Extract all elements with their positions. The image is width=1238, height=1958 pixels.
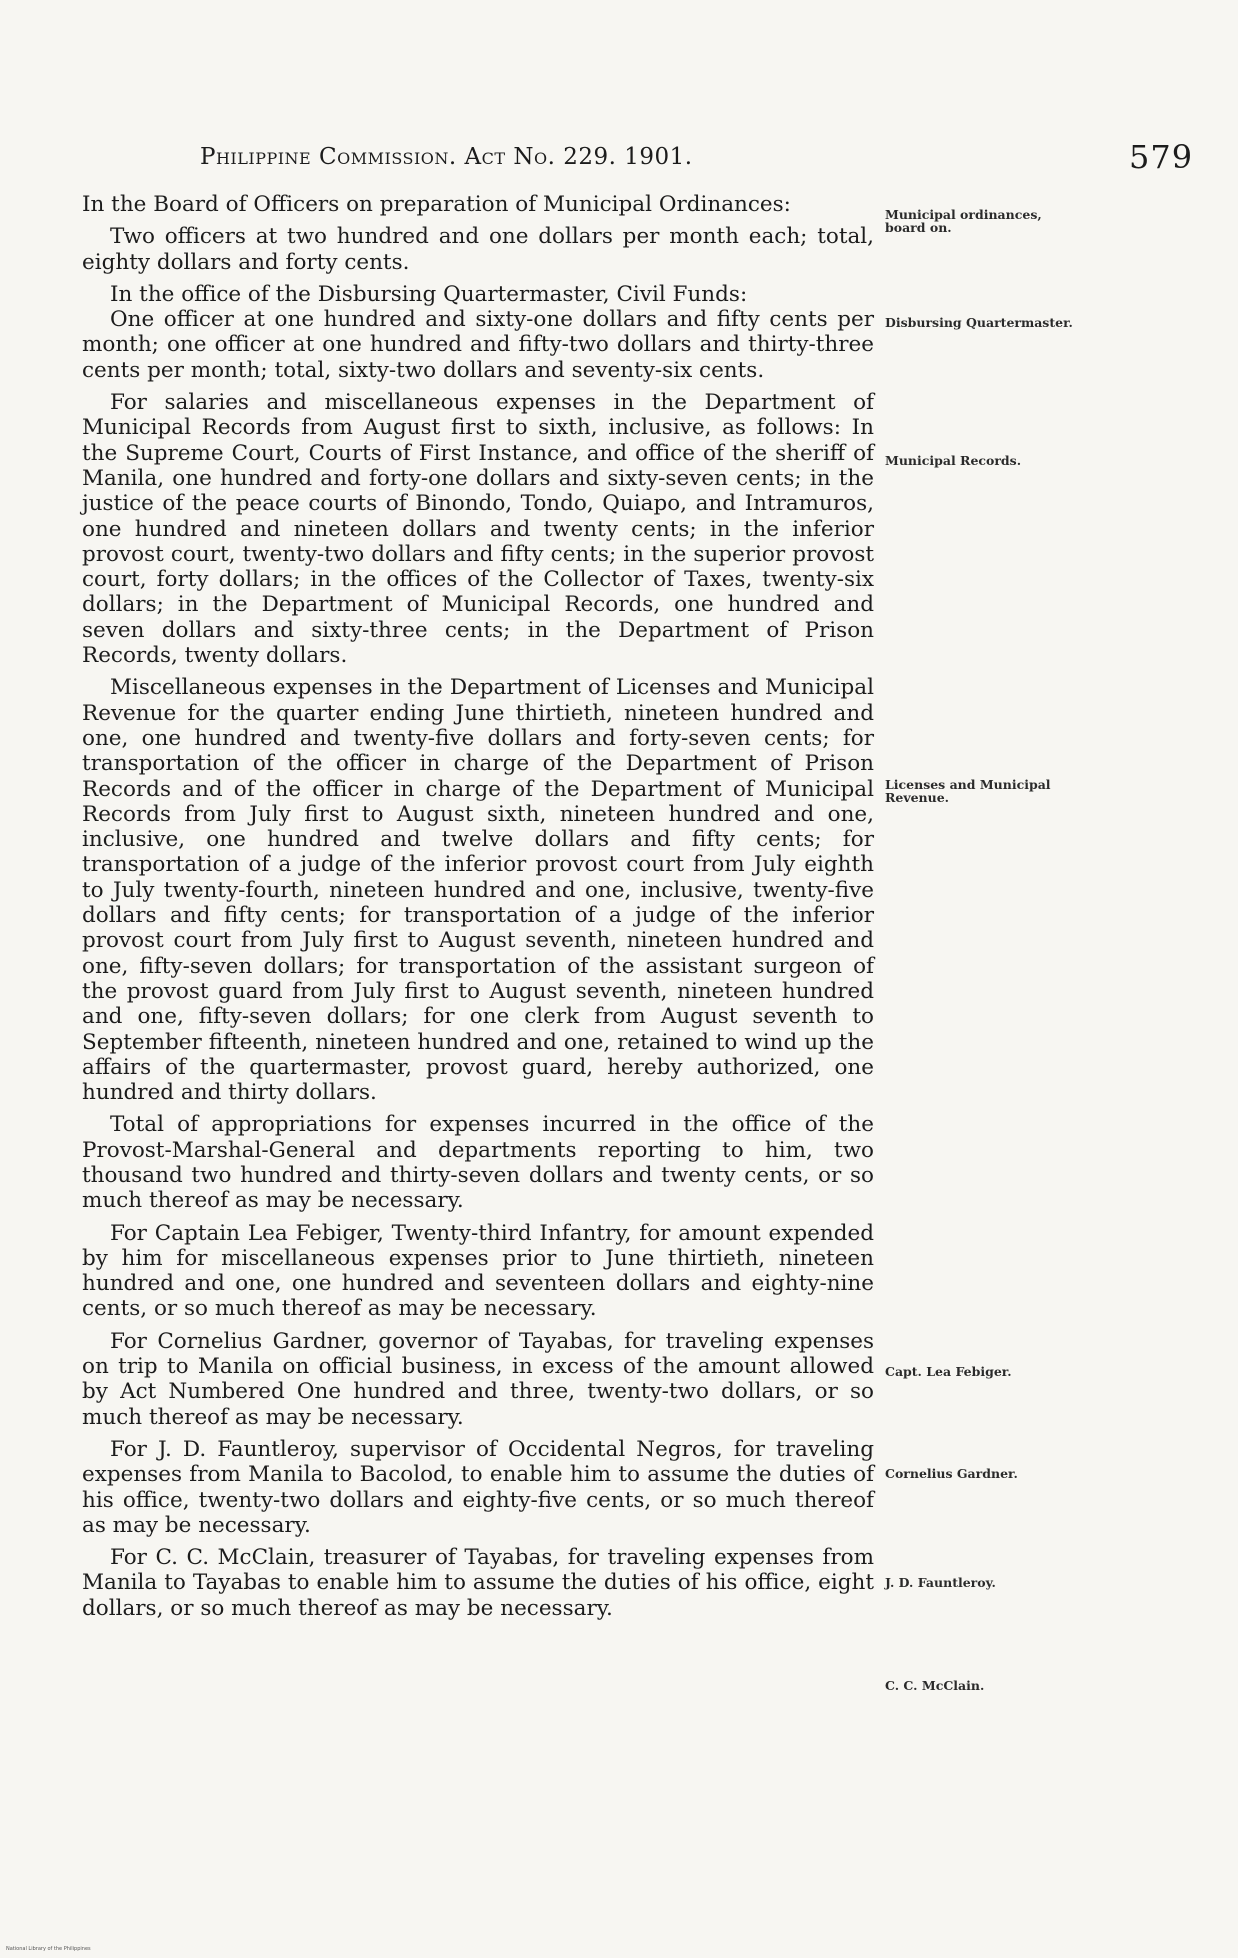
paragraph-mcclain: For C. C. McClain, treasurer of Tayabas, for traveling expenses from Manila to Tayabas to enable him to assume the duties of his office, eight dollars, or so much thereof as may be necessary. [82,1545,874,1621]
paragraph-municipal-records: For salaries and miscellaneous expenses in the Department of Municipal Records from August first to sixth, inclusive, as follows: In the Supreme Court, Courts of First Instance, and office of the sheriff of Manila, one hundred and forty-one dollars and sixty-seven cents; in the justice of the peace courts of Binondo, Tondo, Quiapo, and Intramuros, one hundred and nineteen dollars and twenty cents; in the inferior provost court, twenty-two dollars and fifty cents; in the superior provost court, forty dollars; in the offices of the Collector of Taxes, twenty-six dollars; in the Department of Municipal Records, one hundred and seven dollars and sixty-three cents; in the Department of Prison Records, twenty dollars. [82,390,874,669]
paragraph-cornelius-gardner: For Cornelius Gardner, governor of Tayabas, for traveling expenses on trip to Manila on official business, in excess of the amount allowed by Act Numbered One hundred and three, twenty-two dollars, or so much thereof as may be necessary. [82,1328,874,1430]
scan-footer: National Library of the Philippines [6,1946,91,1952]
page-number: 579 [1129,138,1194,176]
margin-note-mcclain: C. C. McClain. [885,1678,985,1693]
margin-note-municipal-records: Municipal Records. [885,453,1022,468]
paragraph-one-officer: One officer at one hundred and sixty-one dollars and fifty cents per month; one officer at one hundred and fifty-two dollars and thirty-three cents per month; total, sixty-two dollars and seventy-six cents. [82,307,874,383]
page-header [0,138,1238,178]
paragraph-licenses: Miscellaneous expenses in the Department of Licenses and Municipal Revenue for the quarter ending June thirtieth, nineteen hundred and one, one hundred and twenty-five dollars and forty-seven cents; for transportation of the officer in charge of the Department of Prison Records and of the officer in charge of the Department of Municipal Records from July first to August sixth, nineteen hundred and one, inclusive, one hundred and twelve dollars and fifty cents; for transportation of a judge of the inferior provost court from July eighth to July twenty-fourth, nineteen hundred and one, inclusive, twenty-five dollars and fifty cents; for transportation of a judge of the inferior provost court from July first to August seventh, nineteen hundred and one, fifty-seven dollars; for transportation of the assistant surgeon of the provost guard from July first to August seventh, nineteen hundred and one, fifty-seven dollars; for one clerk from August seventh to September fifteenth, nineteen hundred and one, retained to wind up the affairs of the quartermaster, provost guard, hereby authorized, one hundred and thirty dollars. [82,675,874,1106]
body-text [82,192,874,1628]
paragraph-two-officers: Two officers at two hundred and one dollars per month each; total, eighty dollars and forty cents. [82,224,874,275]
paragraph-lea-febiger: For Captain Lea Febiger, Twenty-third Infantry, for amount expended by him for miscellaneous expenses prior to June thirtieth, nineteen hundred and one, one hundred and seventeen dollars and eighty-nine cents, or so much thereof as may be necessary. [82,1220,874,1322]
margin-note-lea-febiger: Capt. Lea Febiger. [885,1364,1012,1379]
paragraph-disbursing-quartermaster: In the office of the Disbursing Quartermaster, Civil Funds: [110,281,748,307]
running-head: Philippine Commission. Act No. 229. 1901. [200,144,693,170]
paragraph-board-of-officers: In the Board of Officers on preparation of Municipal Ordinances: [82,192,791,217]
margin-note-disbursing-quartermaster: Disbursing Quartermaster. [885,315,1073,330]
margin-note-municipal-ordinances: Municipal ordinances, board on. [885,207,1042,235]
paragraph-fauntleroy: For J. D. Fauntleroy, supervisor of Occidental Negros, for traveling expenses from Manila to Bacolod, to enable him to assume the duties of his office, twenty-two dollars and eighty-five cents, or so much thereof as may be necessary. [82,1436,874,1538]
margin-note-licenses: Licenses and Municipal Revenue. [885,777,1051,805]
margin-note-fauntleroy: J. D. Fauntleroy. [885,1575,996,1590]
paragraph-total-appropriations: Total of appropriations for expenses incurred in the office of the Provost-Marshal-General and departments reporting to him, two thousand two hundred and thirty-seven dollars and twenty cents, or so much thereof as may be necessary. [82,1112,874,1214]
margin-note-cornelius-gardner: Cornelius Gardner. [885,1466,1018,1481]
